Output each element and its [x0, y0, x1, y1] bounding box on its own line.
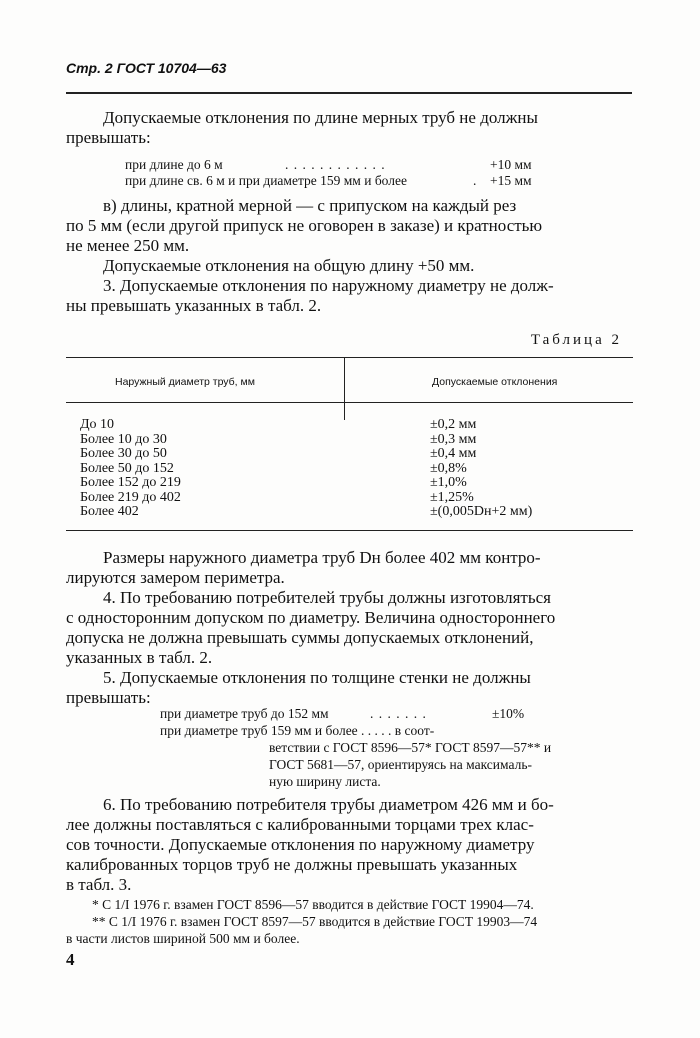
table2-col2 [430, 418, 532, 520]
page-header: Стр. 2 ГОСТ 10704—63 [66, 60, 227, 76]
para5-line2: превышать: [66, 688, 151, 707]
para6-line5: в табл. 3. [66, 875, 132, 894]
para3-line2: ны превышать указанных в табл. 2. [66, 296, 322, 315]
length-tol-row1-label: при длине до 6 м [125, 157, 223, 172]
table-cell: ±(0,005Dн+2 мм) [430, 504, 533, 519]
table2-bottom-rule [66, 530, 633, 531]
footnote-2: ** С 1/I 1976 г. взамен ГОСТ 8597—57 вводится в действие ГОСТ 19903—74 [92, 914, 538, 929]
para6-line3: сов точности. Допускаемые отклонения по наружному диаметру [66, 835, 535, 854]
length-tol-row2-dots: . [473, 173, 477, 188]
page-number: 4 [66, 950, 75, 969]
table-cell: ±0,4 мм [430, 446, 477, 461]
table2-caption: Таблица 2 [530, 332, 622, 348]
para6-line1: 6. По требованию потребителя трубы диаметром 426 мм и бо- [103, 795, 554, 814]
para-dn-line2: лируются замером периметра. [66, 568, 285, 587]
length-tol-row2-label: при длине св. 6 м и при диаметре 159 мм и более [125, 173, 407, 188]
table-cell: Более 402 [80, 504, 139, 519]
table2-top-rule [66, 357, 633, 358]
para1-line1 [103, 108, 633, 128]
para6-line4: калиброванных торцов труб не должны превышать указанных [66, 855, 518, 874]
length-tol-row2-value: +15 мм [490, 173, 532, 188]
table-cell: ±1,25% [430, 489, 474, 505]
para5-line1: 5. Допускаемые отклонения по толщине стенки не должны [103, 668, 531, 687]
para-b-line2: по 5 мм (если другой припуск не оговорен в заказе) и кратностью [66, 216, 543, 235]
table-cell: Более 219 до 402 [80, 489, 181, 505]
wall-tol-row1-label: при диаметре труб до 152 мм [160, 706, 329, 721]
table-cell: Более 30 до 50 [80, 446, 167, 461]
table2-column-divider [344, 358, 345, 420]
para1-line1-text: Допускаемые отклонения по длине мерных труб не должны [103, 108, 538, 127]
table2-col1 [80, 418, 181, 520]
para4-line1: 4. По требованию потребителей трубы должны изготовляться [103, 588, 551, 607]
para4-line3: допуска не должна превышать суммы допускаемых отклонений, [66, 628, 534, 647]
wall-tol-row2-line3: ГОСТ 5681—57, ориентируясь на максималь- [269, 757, 532, 772]
table-cell: Более 152 до 219 [80, 475, 181, 490]
table-cell: ±0,8% [430, 460, 467, 476]
para4-line4: указанных в табл. 2. [66, 648, 213, 667]
header-rule [66, 92, 632, 94]
wall-tol-row2-line4: ную ширину листа. [269, 774, 381, 789]
length-tol-row1-dots: . . . . . . . . . . . . [285, 157, 386, 172]
para-b-line1: в) длины, кратной мерной — с припуском на каждый рез [103, 196, 517, 215]
table-cell: ±0,2 мм [430, 417, 477, 432]
para4-line2: с односторонним допуском по диаметру. Величина одностороннего [66, 608, 556, 627]
para1-line2: превышать: [66, 128, 151, 147]
wall-tol-row2-line1: при диаметре труб 159 мм и более . . . . . в соот- [160, 723, 435, 738]
wall-tol-row1-dots: . . . . . . . [370, 706, 427, 721]
para6-line2: лее должны поставляться с калиброванными торцами трех клас- [66, 815, 534, 834]
length-tol-row1-value: +10 мм [490, 157, 532, 172]
table2-header-rule [66, 402, 633, 403]
table-cell: ±1,0% [430, 475, 467, 490]
para-dn-line1: Размеры наружного диаметра труб Dн более 402 мм контро- [103, 548, 541, 567]
table2-header-col2: Допускаемые отклонения [432, 376, 558, 388]
wall-tol-row1-value: ±10% [492, 706, 525, 721]
para3-line1: 3. Допускаемые отклонения по наружному диаметру не долж- [103, 276, 554, 295]
table-cell: До 10 [80, 417, 115, 432]
table-cell: ±0,3 мм [430, 431, 477, 447]
table2-header-col1: Наружный диаметр труб, мм [115, 376, 255, 388]
table-cell: Более 10 до 30 [80, 431, 167, 447]
para-b-line3: не менее 250 мм. [66, 236, 190, 255]
footnote-3: в части листов шириной 500 мм и более. [66, 931, 300, 946]
wall-tol-row2-line2: ветствии с ГОСТ 8596—57* ГОСТ 8597—57** и [269, 740, 552, 755]
footnote-1: * С 1/I 1976 г. взамен ГОСТ 8596—57 вводится в действие ГОСТ 19904—74. [92, 897, 534, 912]
table-cell: Более 50 до 152 [80, 460, 174, 476]
para-total: Допускаемые отклонения на общую длину +50 мм. [103, 256, 475, 275]
